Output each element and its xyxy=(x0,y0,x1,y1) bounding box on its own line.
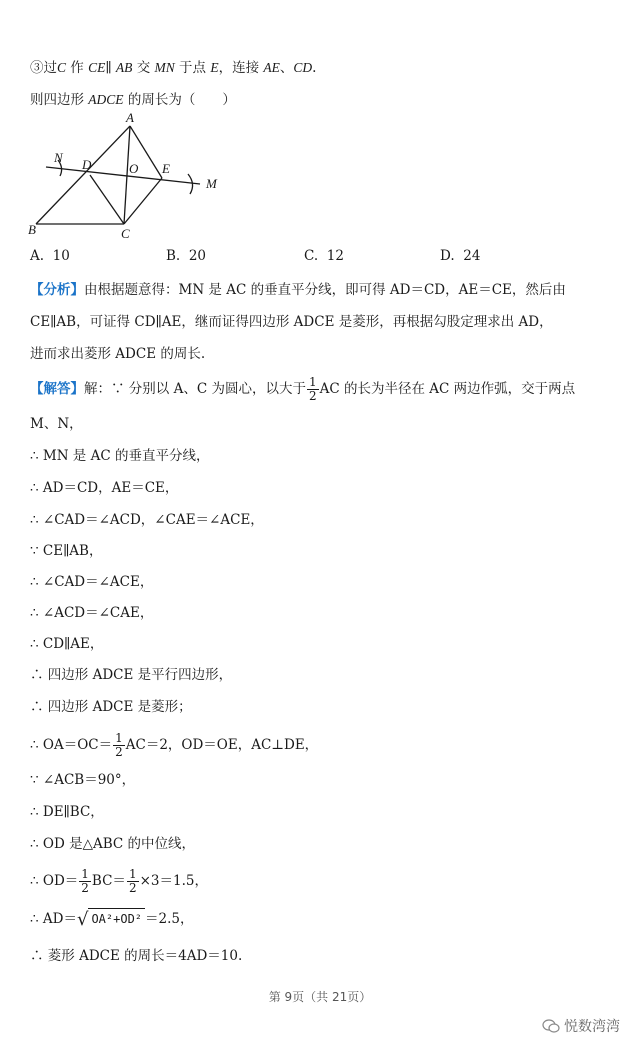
solution-step-5: ∴ ∠CAD＝∠ACE， xyxy=(30,574,154,590)
solution-step-14: ∴ OD＝ $\frac{1}{2}$ BC＝ $\frac{1}{2}$ ×3＝1.5， xyxy=(30,867,208,895)
label-m: M xyxy=(206,176,217,191)
page-footer: 第 9页（共 21页） xyxy=(268,990,372,1004)
wechat-icon xyxy=(542,1018,560,1034)
solution-step-11: ∵ ∠ACB＝90°， xyxy=(30,772,136,788)
solution-step-9: ∴ 四边形 ADCE 是菱形； xyxy=(30,699,192,715)
geometry-figure xyxy=(28,110,228,240)
arc-m xyxy=(188,174,193,194)
option-a: A. 10 xyxy=(30,248,70,264)
label-e: E xyxy=(162,161,170,176)
solution-tag: 【解答】 xyxy=(30,381,84,397)
solution-step-6: ∴ ∠ACD＝∠CAE， xyxy=(30,605,154,621)
solution-step-15: ∴ AD＝√ OA²+OD² ＝2.5， xyxy=(30,909,194,930)
solution-intro-2: M、N， xyxy=(30,416,83,432)
label-d: D xyxy=(82,157,92,172)
watermark-text: 悦数湾湾 xyxy=(564,1019,620,1035)
analysis-line-1: 【分析】由根据题意得：MN 是 AC 的垂直平分线，即可得 AD＝CD，AE＝CE，然后由 xyxy=(30,282,566,298)
solution-step-13: ∴ OD 是△ABC 的中位线， xyxy=(30,836,195,852)
solution-step-16: ∴ 菱形 ADCE 的周长＝4AD＝10. xyxy=(30,948,243,964)
analysis-line-3: 进而求出菱形 ADCE 的周长. xyxy=(30,346,206,362)
label-o: O xyxy=(129,161,139,176)
segment-cd xyxy=(90,175,124,224)
analysis-tag: 【分析】 xyxy=(30,282,84,298)
solution-step-1: ∴ MN 是 AC 的垂直平分线， xyxy=(30,448,210,464)
solution-step-10: ∴ OA＝OC＝ $\frac{1}{2}$ AC＝2，OD＝OE，AC⊥DE， xyxy=(30,731,319,759)
analysis-line-2: CE∥AB，可证得 CD∥AE，继而证得四边形 ADCE 是菱形，再根据勾股定理求出 AD， xyxy=(30,314,553,330)
solution-step-2: ∴ AD＝CD，AE＝CE， xyxy=(30,480,179,496)
watermark xyxy=(542,1016,620,1036)
fraction-half: $\frac{1}{2}$ xyxy=(308,375,317,403)
label-a: A xyxy=(126,110,134,125)
label-c: C xyxy=(121,226,130,240)
line-mn xyxy=(46,167,200,184)
segment-ce xyxy=(124,178,162,224)
fraction-half-3: $\frac{1}{2}$ xyxy=(81,867,89,895)
option-d: D. 24 xyxy=(440,248,481,264)
fraction-half-2: $\frac{1}{2}$ xyxy=(115,731,123,759)
solution-step-12: ∴ DE∥BC， xyxy=(30,804,104,820)
option-b: B. 20 xyxy=(166,248,206,264)
solution-step-8: ∴ 四边形 ADCE 是平行四边形， xyxy=(30,667,233,683)
solution-step-3: ∴ ∠CAD＝∠ACD，∠CAE＝∠ACE， xyxy=(30,512,264,528)
question-ask: 则四边形 ADCE 的周长为（ ） xyxy=(30,92,236,108)
solution-intro: 【解答】解：∵ 分别以 A、C 为圆心，以大于 $\frac{1}{2}$ AC 的长为半径在 AC 两边作弧，交于两点 xyxy=(30,375,576,403)
label-n: N xyxy=(54,150,63,165)
sqrt-sign: √ xyxy=(76,909,89,930)
fraction-half-4: $\frac{1}{2}$ xyxy=(128,867,137,895)
question-step3: ③过C 作 CE∥ AB 交 MN 于点 E，连接 AE、CD. xyxy=(30,60,317,76)
solution-step-4: ∵ CE∥AB， xyxy=(30,543,103,559)
solution-step-7: ∴ CD∥AE， xyxy=(30,636,104,652)
option-c: C. 12 xyxy=(304,248,344,264)
label-b: B xyxy=(28,222,36,237)
sqrt-expression: OA²+OD² xyxy=(88,908,145,929)
